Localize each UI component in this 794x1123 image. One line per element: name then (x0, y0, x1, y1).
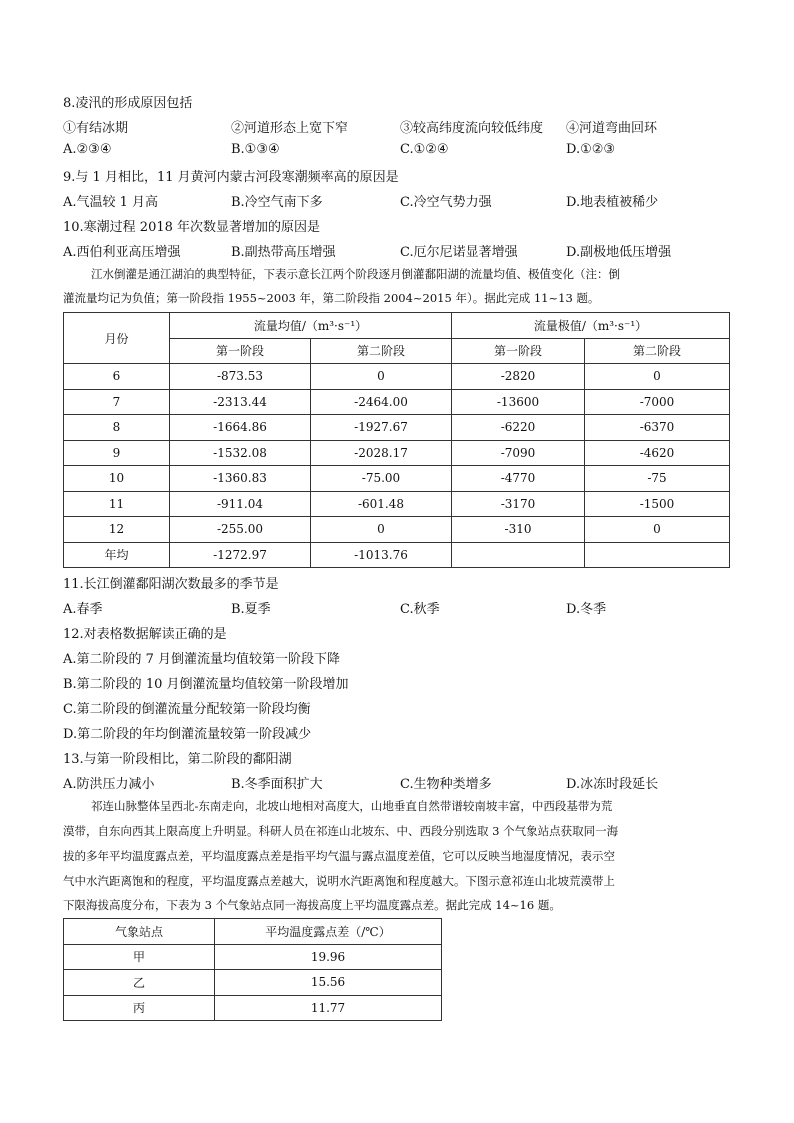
table-row (64, 389, 730, 415)
table-cell: -3170 (452, 491, 585, 517)
table-cell: -2464.00 (311, 389, 452, 415)
table-cell: 11.77 (215, 995, 442, 1021)
passage1-line2: 灌流量均记为负值；第一阶段指 1955~2003 年，第二阶段指 2004~2015 年）。据此完成 11~13 题。 (63, 291, 600, 305)
table-row (64, 542, 730, 568)
q8-item-2: ②河道形态上宽下窄 (231, 121, 349, 136)
table-cell: -4770 (452, 466, 585, 492)
flow-table (63, 312, 730, 568)
q13-option-a: A.防洪压力减小 (63, 777, 155, 792)
table-row (64, 415, 730, 441)
table-cell: -1013.76 (311, 542, 452, 568)
table-cell: -873.53 (170, 364, 311, 390)
q11-option-d: D.冬季 (566, 602, 607, 617)
table-cell: -2313.44 (170, 389, 311, 415)
table-cell: 8 (64, 415, 170, 441)
table-cell: -1500 (585, 491, 730, 517)
table-cell: 0 (311, 364, 452, 390)
table-row (64, 970, 442, 996)
table-cell: -6220 (452, 415, 585, 441)
q8-option-c: C.①②④ (400, 142, 449, 157)
table-cell: 11 (64, 491, 170, 517)
passage2-line3: 拔的多年平均温度露点差，平均温度露点差是指平均气温与露点温度差值，它可以反映当地湿度情况，表示空 (63, 849, 615, 863)
q9-stem: 9.与 1 月相比，11 月黄河内蒙古河段寒潮频率高的原因是 (63, 170, 399, 185)
dew-value-header: 平均温度露点差（/℃） (215, 919, 442, 945)
table-cell: -75.00 (311, 466, 452, 492)
table-cell: -1664.86 (170, 415, 311, 441)
table-cell: -601.48 (311, 491, 452, 517)
q12-option-c: C.第二阶段的倒灌流量分配较第一阶段均衡 (63, 702, 311, 717)
q12-option-a: A.第二阶段的 7 月倒灌流量均值较第一阶段下降 (63, 652, 341, 667)
table-cell (585, 542, 730, 568)
q8-option-d: D.①②③ (566, 142, 616, 157)
q8-stem: 8.凌汛的形成原因包括 (63, 96, 193, 111)
q12-stem: 12.对表格数据解读正确的是 (63, 627, 227, 642)
q13-option-b: B.冬季面积扩大 (231, 777, 323, 792)
table-cell: -1927.67 (311, 415, 452, 441)
mean-header: 流量均值/（m³·s⁻¹） (170, 313, 452, 339)
table-row (64, 466, 730, 492)
table-cell: 10 (64, 466, 170, 492)
q8-item-1: ①有结冰期 (63, 121, 129, 136)
passage2-line5: 下限海拔高度分布，下表为 3 个气象站点同一海拔高度上平均温度露点差。据此完成 14~16 题。 (63, 898, 561, 912)
passage2-line2: 漠带，自东向西其上限高度上升明显。科研人员在祁连山北坡东、中、西段分别选取 3 个气象站点获取同一海 (63, 824, 619, 838)
table-cell: 7 (64, 389, 170, 415)
extreme-header: 流量极值/（m³·s⁻¹） (452, 313, 730, 339)
table-cell: -2820 (452, 364, 585, 390)
table-cell: -7090 (452, 440, 585, 466)
table-row (64, 517, 730, 543)
table-row (64, 364, 730, 390)
table-cell: 0 (311, 517, 452, 543)
extreme-stage2-header: 第二阶段 (585, 338, 730, 364)
table-cell: 6 (64, 364, 170, 390)
table-cell: -310 (452, 517, 585, 543)
table-cell: 0 (585, 517, 730, 543)
table-cell: -255.00 (170, 517, 311, 543)
extreme-stage1-header: 第一阶段 (452, 338, 585, 364)
q9-option-a: A.气温较 1 月高 (63, 195, 159, 210)
passage2-line1: 祁连山脉整体呈西北-东南走向，北坡山地相对高度大，山地垂直自然带谱较南坡丰富，中西段基带为荒 (91, 799, 613, 813)
table-cell: -4620 (585, 440, 730, 466)
q10-stem: 10.寒潮过程 2018 年次数显著增加的原因是 (63, 220, 321, 235)
table-cell: 15.56 (215, 970, 442, 996)
table-cell: 0 (585, 364, 730, 390)
table-cell: -911.04 (170, 491, 311, 517)
q8-item-4: ④河道弯曲回环 (566, 121, 658, 136)
passage1-line1: 江水倒灌是通江湖泊的典型特征，下表示意长江两个阶段逐月倒灌鄱阳湖的流量均值、极值变化（注：倒 (91, 267, 620, 281)
table-cell: 9 (64, 440, 170, 466)
table-cell: -2028.17 (311, 440, 452, 466)
q9-option-d: D.地表植被稀少 (566, 195, 659, 210)
q11-option-b: B.夏季 (231, 602, 271, 617)
q9-option-b: B.冷空气南下多 (231, 195, 323, 210)
q10-option-a: A.西伯利亚高压增强 (63, 245, 181, 260)
q8-option-a: A.②③④ (63, 142, 112, 157)
q13-option-c: C.生物种类增多 (400, 777, 492, 792)
q13-stem: 13.与第一阶段相比，第二阶段的鄱阳湖 (63, 752, 292, 767)
table-cell: 乙 (64, 970, 215, 996)
table-cell: 丙 (64, 995, 215, 1021)
table-cell: -1532.08 (170, 440, 311, 466)
passage2-line4: 气中水汽距离饱和的程度，平均温度露点差越大，说明水汽距离饱和程度越大。下图示意祁连山北坡荒漠带上 (63, 874, 615, 888)
table-row (64, 440, 730, 466)
q8-option-b: B.①③④ (231, 142, 280, 157)
table-cell: 19.96 (215, 944, 442, 970)
q9-option-c: C.冷空气势力强 (400, 195, 492, 210)
table-cell: -75 (585, 466, 730, 492)
q12-option-d: D.第二阶段的年均倒灌流量较第一阶段减少 (63, 727, 312, 742)
table-cell: -13600 (452, 389, 585, 415)
table-cell: -1272.97 (170, 542, 311, 568)
table-cell (452, 542, 585, 568)
mean-stage1-header: 第一阶段 (170, 338, 311, 364)
q11-option-c: C.秋季 (400, 602, 440, 617)
table-cell: -1360.83 (170, 466, 311, 492)
table-cell: 甲 (64, 944, 215, 970)
q10-option-d: D.副极地低压增强 (566, 245, 672, 260)
table-cell: -6370 (585, 415, 730, 441)
month-header: 月份 (64, 313, 170, 364)
q10-option-b: B.副热带高压增强 (231, 245, 336, 260)
q11-stem: 11.长江倒灌鄱阳湖次数最多的季节是 (63, 577, 279, 592)
table-row (64, 491, 730, 517)
station-header: 气象站点 (64, 919, 215, 945)
table-row (64, 995, 442, 1021)
q13-option-d: D.冰冻时段延长 (566, 777, 659, 792)
q12-option-b: B.第二阶段的 10 月倒灌流量均值较第一阶段增加 (63, 677, 349, 692)
table-cell: -7000 (585, 389, 730, 415)
table-cell: 年均 (64, 542, 170, 568)
table-cell: 12 (64, 517, 170, 543)
table-row (64, 944, 442, 970)
q10-option-c: C.厄尔尼诺显著增强 (400, 245, 518, 260)
mean-stage2-header: 第二阶段 (311, 338, 452, 364)
q8-item-3: ③较高纬度流向较低纬度 (400, 121, 544, 136)
dew-point-table (63, 918, 442, 1021)
q11-option-a: A.春季 (63, 602, 103, 617)
